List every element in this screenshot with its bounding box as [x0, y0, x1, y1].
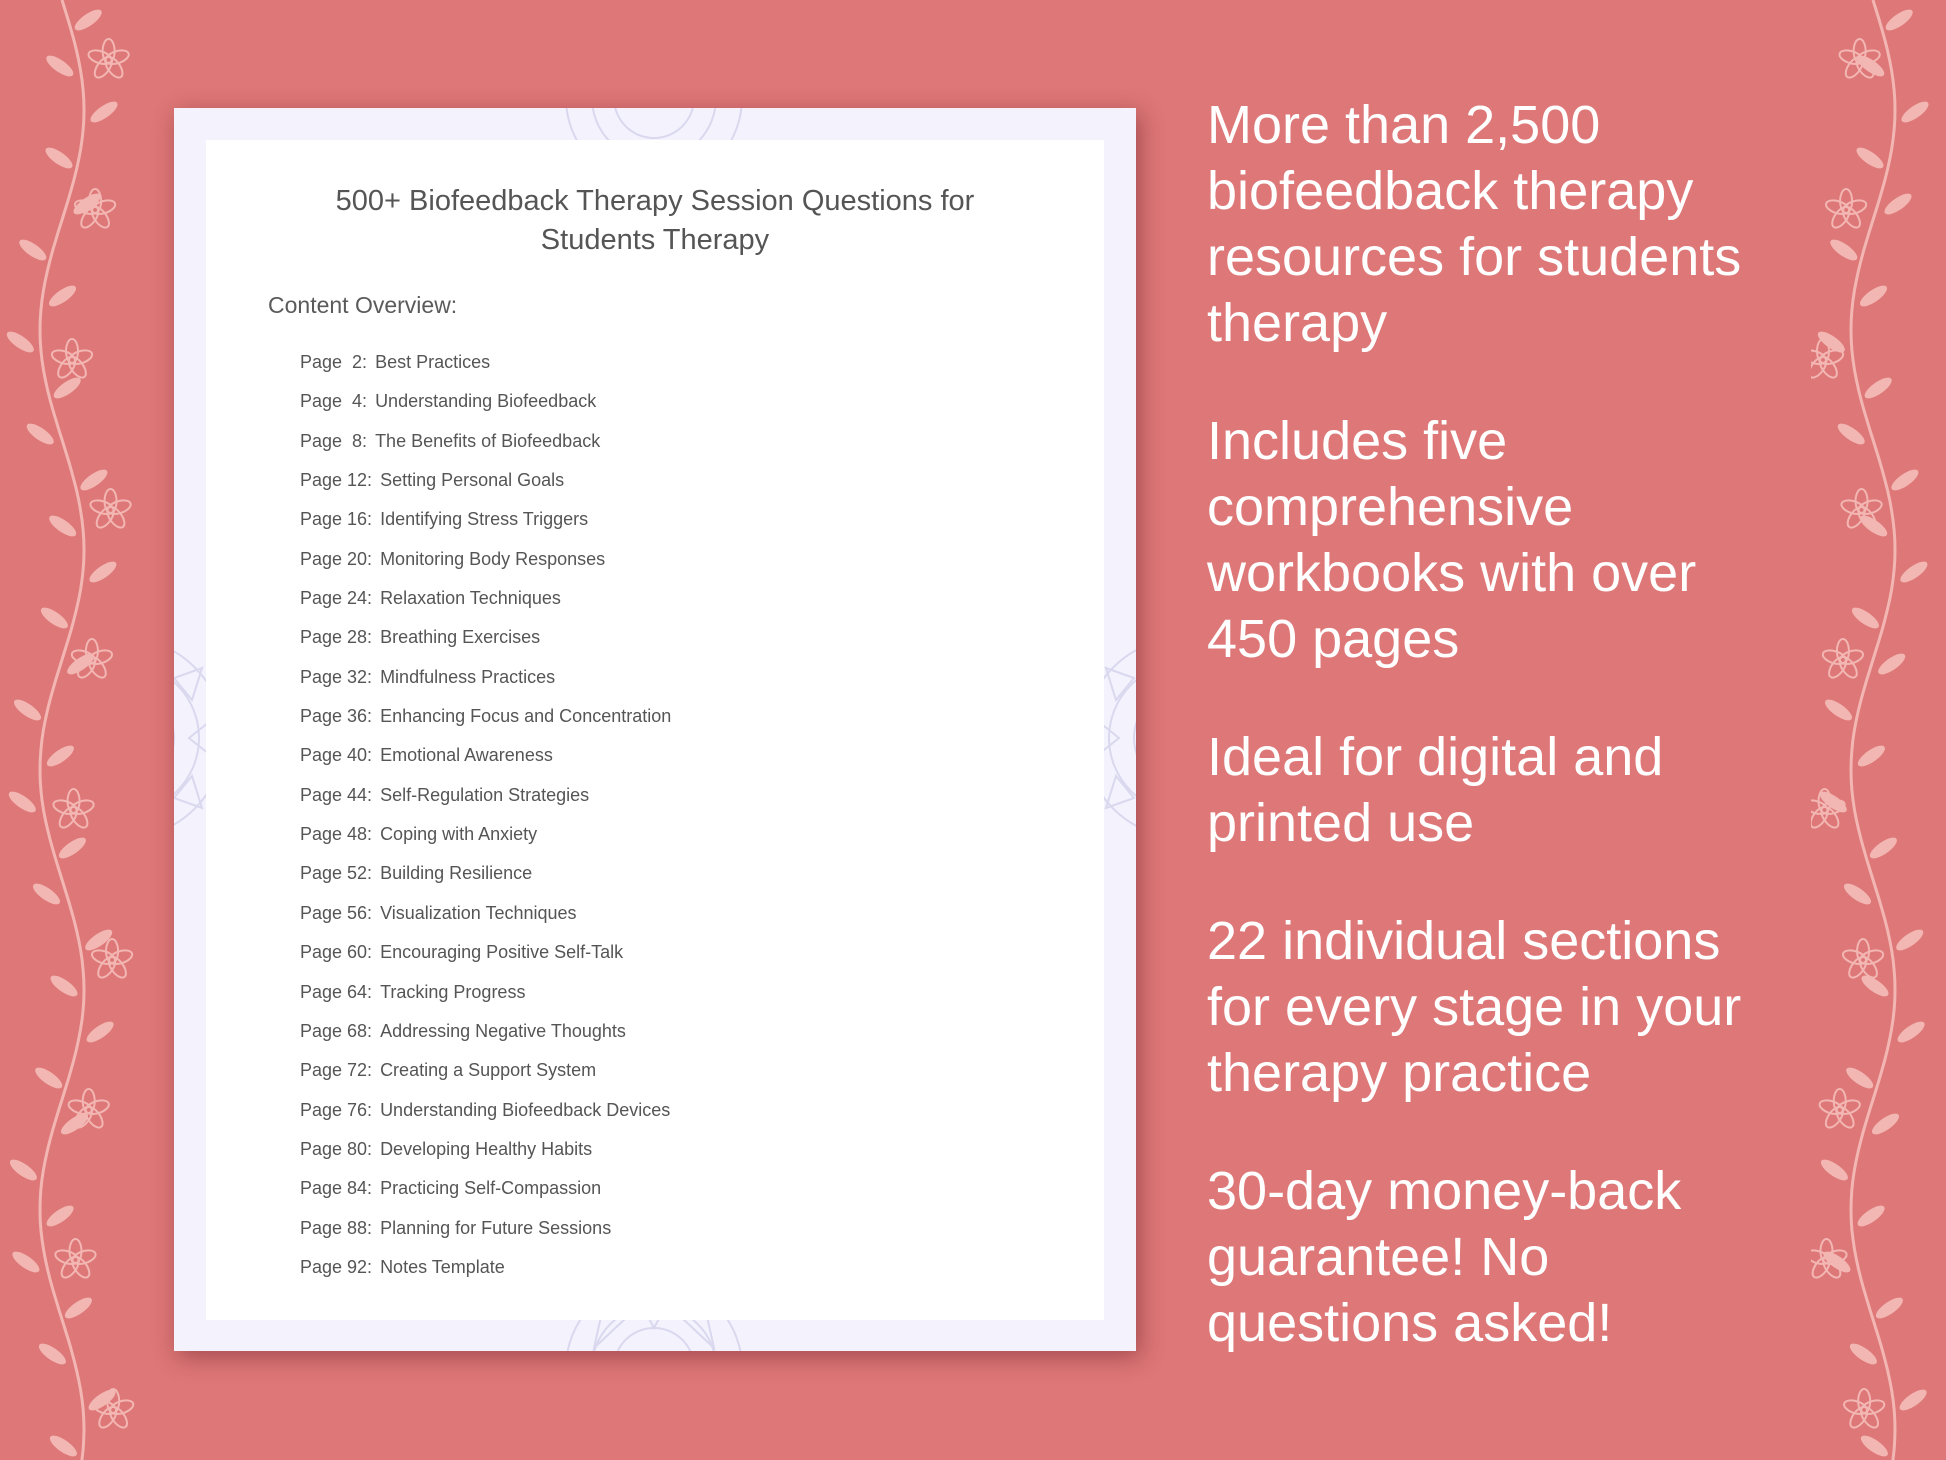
feature-statement-line: guarantee! No: [1207, 1227, 1550, 1287]
toc-item: [300, 894, 671, 933]
toc-item: [300, 776, 671, 815]
toc-section-title: Notes Template: [380, 1256, 505, 1277]
toc-item: [300, 736, 671, 775]
toc-section-title: Emotional Awareness: [380, 745, 553, 766]
toc-item: [300, 618, 671, 657]
toc-item: [300, 933, 671, 972]
toc-item: [300, 343, 671, 382]
toc-page-number: Page 40:: [300, 745, 373, 766]
feature-statement-line: 30-day money-back: [1207, 1161, 1682, 1221]
toc-page-number: Page 56:: [300, 902, 373, 923]
toc-page-number: Page 8:: [300, 430, 368, 451]
toc-section-title: Identifying Stress Triggers: [380, 509, 589, 530]
feature-statement-line: More than 2,500: [1207, 95, 1601, 155]
feature-statement: [1207, 724, 1847, 856]
feature-statement-line: workbooks with over: [1207, 543, 1697, 603]
toc-page-number: Page 76:: [300, 1099, 373, 1120]
toc-section-title: Best Practices: [375, 352, 491, 372]
toc-page-number: Page 72:: [300, 1060, 373, 1081]
toc-page-number: Page 2:: [300, 352, 368, 372]
toc-item: [300, 973, 671, 1012]
toc-item: [300, 658, 671, 697]
floral-vine-left: [0, 0, 135, 1460]
toc-item: [300, 579, 671, 618]
toc-section-title: Developing Healthy Habits: [380, 1138, 593, 1159]
toc-item: [300, 422, 671, 461]
toc-section-title: Encouraging Positive Self-Talk: [380, 942, 624, 963]
toc-page-number: Page 44:: [300, 784, 373, 805]
toc-section-title: Creating a Support System: [380, 1060, 597, 1081]
content-overview-label: Content Overview:: [268, 292, 458, 318]
toc-page-number: Page 24:: [300, 588, 373, 609]
toc-section-title: Monitoring Body Responses: [380, 548, 606, 569]
toc-page-number: Page 60:: [300, 942, 373, 963]
toc-section-title: Breathing Exercises: [380, 627, 541, 648]
toc-page-number: Page 20:: [300, 548, 373, 569]
toc-item: [300, 1169, 671, 1208]
feature-statement: [1207, 92, 1847, 356]
toc-page-number: Page 28:: [300, 627, 373, 648]
toc-item: [300, 461, 671, 500]
toc-section-title: Coping with Anxiety: [380, 824, 538, 845]
feature-list: [1207, 92, 1847, 1408]
feature-statement-line: questions asked!: [1207, 1293, 1613, 1353]
toc-section-title: The Benefits of Biofeedback: [375, 430, 601, 451]
toc-page-number: Page 36:: [300, 706, 373, 727]
feature-statement-line: Ideal for digital and: [1207, 727, 1664, 787]
toc-item: [300, 1051, 671, 1090]
toc-section-title: Visualization Techniques: [380, 902, 577, 923]
toc-item: [300, 815, 671, 854]
feature-statement: [1207, 1158, 1847, 1356]
toc-page-number: Page 52:: [300, 863, 373, 884]
feature-statement-line: therapy practice: [1207, 1043, 1592, 1103]
feature-statement: [1207, 908, 1847, 1106]
toc-page-number: Page 64:: [300, 981, 373, 1002]
toc-item: [300, 1091, 671, 1130]
toc-section-title: Addressing Negative Thoughts: [380, 1020, 626, 1041]
toc-page-number: Page 16:: [300, 509, 373, 530]
toc-item: [300, 540, 671, 579]
toc-section-title: Setting Personal Goals: [380, 470, 565, 491]
toc-item: [300, 1012, 671, 1051]
feature-statement-line: resources for students: [1207, 227, 1742, 287]
toc-section-title: Practicing Self-Compassion: [380, 1178, 602, 1199]
feature-statement-line: 450 pages: [1207, 609, 1460, 669]
toc-page-number: Page 12:: [300, 470, 373, 491]
feature-statement-line: 22 individual sections: [1207, 911, 1721, 971]
feature-statement: [1207, 408, 1847, 672]
toc-section-title: Building Resilience: [380, 863, 533, 884]
feature-statement-line: comprehensive: [1207, 477, 1574, 537]
toc-page-number: Page 88:: [300, 1217, 373, 1238]
feature-statement-line: therapy: [1207, 293, 1388, 353]
toc-page-number: Page 80:: [300, 1138, 373, 1159]
toc-page-number: Page 4:: [300, 391, 368, 412]
toc-item: [300, 1248, 671, 1287]
toc-item: [300, 854, 671, 893]
feature-statement-line: printed use: [1207, 793, 1475, 853]
toc-page-number: Page 68:: [300, 1020, 373, 1041]
toc-page-number: Page 92:: [300, 1256, 373, 1277]
document-title: [266, 182, 1044, 260]
toc-section-title: Self-Regulation Strategies: [380, 784, 590, 805]
document-page: [206, 140, 1104, 1320]
feature-statement-line: for every stage in your: [1207, 977, 1742, 1037]
toc-section-title: Enhancing Focus and Concentration: [380, 706, 672, 727]
toc-item: [300, 382, 671, 421]
toc-section-title: Tracking Progress: [380, 981, 526, 1002]
feature-statement-line: Includes five: [1207, 411, 1508, 471]
feature-statement-line: biofeedback therapy: [1207, 161, 1694, 221]
toc-item: [300, 1130, 671, 1169]
document-title-line-1: 500+ Biofeedback Therapy Session Questions for: [335, 185, 975, 217]
toc-page-number: Page 84:: [300, 1178, 373, 1199]
toc-item: [300, 1209, 671, 1248]
toc-item: [300, 500, 671, 539]
document-preview: [174, 108, 1136, 1351]
toc-page-number: Page 48:: [300, 824, 373, 845]
toc-section-title: Understanding Biofeedback: [375, 391, 597, 412]
toc-item: [300, 697, 671, 736]
document-title-line-2: Students Therapy: [540, 224, 770, 256]
toc-section-title: Planning for Future Sessions: [380, 1217, 612, 1238]
table-of-contents: [300, 343, 671, 1287]
toc-page-number: Page 32:: [300, 666, 373, 687]
toc-section-title: Mindfulness Practices: [380, 666, 556, 687]
toc-section-title: Relaxation Techniques: [380, 588, 561, 609]
toc-section-title: Understanding Biofeedback Devices: [380, 1099, 671, 1120]
